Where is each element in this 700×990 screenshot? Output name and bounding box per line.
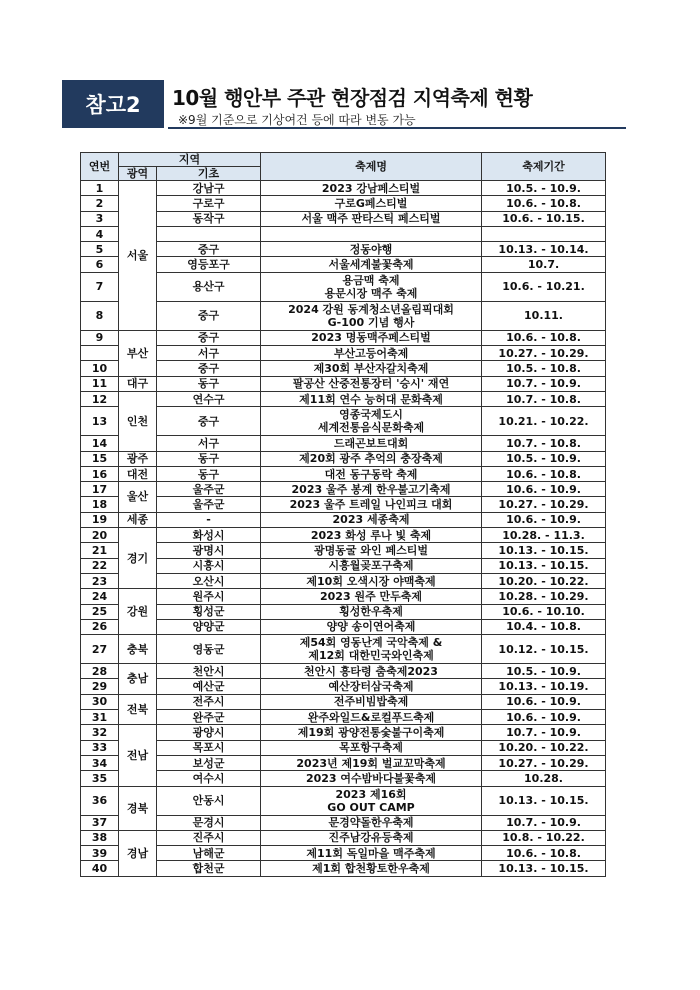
header-no: 연번: [81, 153, 119, 181]
festival-period: 10.6. - 10.9.: [482, 694, 606, 709]
festival-name: [261, 771, 482, 786]
festival-name-line: 2024 강원 동계청소년올림픽대회: [288, 302, 454, 316]
festival-name-line: 영종국제도시: [339, 408, 403, 422]
festival-period: 10.28. - 10.29.: [482, 589, 606, 604]
festival-period: 10.7.: [482, 257, 606, 272]
local-region: 중구: [157, 242, 261, 257]
row-number: 11: [81, 376, 119, 391]
header-period: 축제기간: [482, 153, 606, 181]
festival-name: [261, 466, 482, 481]
local-region: 양양군: [157, 619, 261, 634]
local-region: 원주시: [157, 589, 261, 604]
festival-name-line: 2023 세종축제: [332, 513, 410, 527]
festival-period: 10.12. - 10.15.: [482, 635, 606, 664]
metro-region: 대전: [119, 466, 157, 481]
row-number: 12: [81, 391, 119, 406]
festival-period: 10.13. - 10.15.: [482, 558, 606, 573]
festival-name: [261, 226, 482, 241]
local-region: 화성시: [157, 528, 261, 543]
festival-name-line: 양양 송이연어축제: [326, 620, 416, 634]
festival-period: 10.6. - 10.8.: [482, 330, 606, 345]
festival-name: [261, 815, 482, 830]
table-row: [81, 181, 606, 196]
festival-period: [482, 226, 606, 241]
festival-name-line: GO OUT CAMP: [327, 800, 415, 814]
local-region: 보성군: [157, 755, 261, 770]
festival-name-line: 서울세계불꽃축제: [328, 258, 414, 272]
local-region: 중구: [157, 407, 261, 436]
festival-name: [261, 755, 482, 770]
badge-text: 참고2: [85, 93, 141, 117]
festival-name-line: 구로G페스티벌: [334, 196, 408, 210]
festival-name-line: 완주와일드&로컬푸드축제: [307, 710, 435, 724]
festival-name: [261, 391, 482, 406]
festival-name-line: 2023 강남페스티벌: [321, 181, 421, 195]
festival-name: [261, 786, 482, 815]
festival-name: [261, 543, 482, 558]
row-number: 15: [81, 451, 119, 466]
metro-region: 광주: [119, 451, 157, 466]
festival-name-line: 제54회 영동난계 국악축제 &: [299, 636, 443, 650]
row-number: [81, 346, 119, 361]
row-number: 34: [81, 755, 119, 770]
row-number: 18: [81, 497, 119, 512]
row-number: 26: [81, 619, 119, 634]
festival-name: [261, 589, 482, 604]
festival-name: [261, 497, 482, 512]
festival-period: 10.7. - 10.8.: [482, 391, 606, 406]
festival-name: [261, 861, 482, 876]
festival-period: 10.6. - 10.8.: [482, 466, 606, 481]
title-underline: [168, 127, 626, 129]
local-region: 오산시: [157, 573, 261, 588]
festival-name: [261, 635, 482, 664]
festival-name-line: 2023 울주 트레일 나인피크 대회: [289, 498, 453, 512]
local-region: 안동시: [157, 786, 261, 815]
row-number: 24: [81, 589, 119, 604]
festival-period: 10.5. - 10.9.: [482, 451, 606, 466]
festival-name-line: 정동야행: [349, 242, 393, 256]
local-region: 강남구: [157, 181, 261, 196]
local-region: 문경시: [157, 815, 261, 830]
table-row: [81, 497, 606, 512]
row-number: 36: [81, 786, 119, 815]
row-number: 38: [81, 830, 119, 845]
metro-region: 부산: [119, 330, 157, 376]
table-row: [81, 211, 606, 226]
local-region: 천안시: [157, 664, 261, 679]
festival-period: 10.6. - 10.8.: [482, 846, 606, 861]
festival-table: [80, 152, 606, 877]
festival-name: [261, 376, 482, 391]
festival-name-line: 제12회 대한민국와인축제: [308, 649, 434, 663]
festival-name: [261, 558, 482, 573]
festival-name-line: 제30회 부산자갈치축제: [313, 362, 429, 376]
festival-period: 10.6. - 10.9.: [482, 482, 606, 497]
festival-period: 10.7. - 10.8.: [482, 436, 606, 451]
metro-region: 경남: [119, 830, 157, 876]
page-title: 10월 행안부 주관 현장점검 지역축제 현황: [172, 86, 533, 110]
festival-name: [261, 242, 482, 257]
festival-period: 10.7. - 10.9.: [482, 815, 606, 830]
local-region: 예산군: [157, 679, 261, 694]
table-row: [81, 786, 606, 815]
row-number: 4: [81, 226, 119, 241]
festival-name-line: 제19회 광양전통숯불구이축제: [297, 725, 445, 739]
table-row: [81, 466, 606, 481]
local-region: 울주군: [157, 482, 261, 497]
metro-region: 전남: [119, 725, 157, 786]
table-row: [81, 589, 606, 604]
table-row: [81, 226, 606, 241]
row-number: 33: [81, 740, 119, 755]
table-row: [81, 861, 606, 876]
festival-name: [261, 740, 482, 755]
header-local: 기초: [157, 167, 261, 181]
table-row: [81, 619, 606, 634]
festival-name: [261, 257, 482, 272]
row-number: 13: [81, 407, 119, 436]
table-row: [81, 436, 606, 451]
festival-name-line: 목포항구축제: [339, 741, 403, 755]
local-region: 울주군: [157, 497, 261, 512]
festival-period: 10.6. - 10.9.: [482, 512, 606, 527]
table-row: [81, 771, 606, 786]
row-number: 8: [81, 301, 119, 330]
local-region: -: [157, 512, 261, 527]
metro-region: 서울: [119, 181, 157, 331]
table-row: [81, 242, 606, 257]
festival-name: [261, 846, 482, 861]
festival-name: [261, 619, 482, 634]
local-region: 광명시: [157, 543, 261, 558]
festival-period: 10.6. - 10.21.: [482, 272, 606, 301]
festival-period: 10.13. - 10.14.: [482, 242, 606, 257]
local-region: 완주군: [157, 710, 261, 725]
festival-period: 10.4. - 10.8.: [482, 619, 606, 634]
festival-name-line: 횡성한우축제: [339, 605, 403, 619]
festival-name-line: 제10회 오색시장 야맥축제: [306, 574, 436, 588]
row-number: 5: [81, 242, 119, 257]
festival-name-line: 천안시 흥타령 춤축제2023: [304, 664, 438, 678]
festival-name-line: 문경약돌한우축제: [328, 816, 414, 830]
local-region: 영동군: [157, 635, 261, 664]
festival-name: [261, 482, 482, 497]
festival-name-line: 광명동굴 와인 페스티벌: [314, 543, 428, 557]
table-row: [81, 694, 606, 709]
festival-period: 10.28.: [482, 771, 606, 786]
festival-name: [261, 407, 482, 436]
table-row: [81, 830, 606, 845]
row-number: 14: [81, 436, 119, 451]
local-region: 용산구: [157, 272, 261, 301]
metro-region: 충북: [119, 635, 157, 664]
festival-name: [261, 725, 482, 740]
table-row: [81, 257, 606, 272]
metro-region: 충남: [119, 664, 157, 695]
table-row: [81, 604, 606, 619]
festival-name: [261, 196, 482, 211]
metro-region: 세종: [119, 512, 157, 527]
metro-region: 인천: [119, 391, 157, 451]
table-row: [81, 679, 606, 694]
festival-period: 10.5. - 10.9.: [482, 181, 606, 196]
festival-period: 10.6. - 10.8.: [482, 196, 606, 211]
local-region: 합천군: [157, 861, 261, 876]
festival-name: [261, 710, 482, 725]
header-region: 지역: [119, 153, 261, 167]
festival-name: [261, 528, 482, 543]
local-region: 동작구: [157, 211, 261, 226]
festival-period: 10.13. - 10.15.: [482, 861, 606, 876]
row-number: 6: [81, 257, 119, 272]
festival-period: 10.11.: [482, 301, 606, 330]
festival-name-line: 대전 동구동락 축제: [324, 467, 418, 481]
festival-name-line: 부산고등어축제: [333, 346, 409, 360]
festival-name-line: 서울 맥주 판타스틱 페스티벌: [301, 212, 441, 226]
metro-region: 경북: [119, 786, 157, 830]
festival-name-line: 팔공산 산중전통장터 '승시' 재연: [292, 377, 450, 391]
festival-name-line: 2023 제16회: [335, 787, 407, 801]
festival-name-line: 용문시장 맥주 축제: [324, 286, 418, 300]
table-row: [81, 512, 606, 527]
reference-badge: [62, 80, 164, 128]
festival-period: 10.13. - 10.15.: [482, 543, 606, 558]
row-number: 32: [81, 725, 119, 740]
row-number: 16: [81, 466, 119, 481]
festival-name: [261, 694, 482, 709]
metro-region: 울산: [119, 482, 157, 513]
festival-name-line: 2023 울주 봉계 한우불고기축제: [291, 482, 451, 496]
festival-period: 10.27. - 10.29.: [482, 497, 606, 512]
festival-name-line: 시흥월곶포구축제: [328, 559, 414, 573]
festival-name-line: 제11회 독일마을 맥주축제: [306, 846, 436, 860]
row-number: 10: [81, 361, 119, 376]
festival-period: 10.5. - 10.9.: [482, 664, 606, 679]
local-region: 동구: [157, 376, 261, 391]
local-region: 서구: [157, 436, 261, 451]
metro-region: 대구: [119, 376, 157, 391]
table-row: [81, 346, 606, 361]
table-row: [81, 543, 606, 558]
table-row: [81, 815, 606, 830]
table-row: [81, 391, 606, 406]
row-number: 31: [81, 710, 119, 725]
festival-period: 10.21. - 10.22.: [482, 407, 606, 436]
table-row: [81, 528, 606, 543]
festival-name-line: G-100 기념 행사: [327, 315, 415, 329]
table-row: [81, 558, 606, 573]
table-row: [81, 573, 606, 588]
row-number: 19: [81, 512, 119, 527]
festival-period: 10.7. - 10.9.: [482, 725, 606, 740]
festival-name-line: 제11회 연수 능허대 문화축제: [299, 392, 443, 406]
festival-name: [261, 181, 482, 196]
row-number: 28: [81, 664, 119, 679]
festival-name-line: 진주남강유등축제: [328, 831, 414, 845]
row-number: 20: [81, 528, 119, 543]
festival-name: [261, 451, 482, 466]
festival-name-line: 2023 여수밤바다불꽃축제: [305, 771, 437, 785]
table-body: [81, 181, 606, 877]
local-region: 연수구: [157, 391, 261, 406]
festival-name: [261, 573, 482, 588]
table-row: [81, 846, 606, 861]
local-region: 영등포구: [157, 257, 261, 272]
local-region: 중구: [157, 330, 261, 345]
local-region: 진주시: [157, 830, 261, 845]
table-row: [81, 330, 606, 345]
table-row: [81, 664, 606, 679]
festival-period: 10.8. - 10.22.: [482, 830, 606, 845]
festival-period: 10.13. - 10.15.: [482, 786, 606, 815]
page-subtitle: ※9월 기준으로 기상여건 등에 따라 변동 가능: [178, 113, 416, 127]
table-row: [81, 635, 606, 664]
table-row: [81, 755, 606, 770]
local-region: 중구: [157, 301, 261, 330]
row-number: 37: [81, 815, 119, 830]
table-row: [81, 301, 606, 330]
row-number: 29: [81, 679, 119, 694]
row-number: 7: [81, 272, 119, 301]
festival-name: [261, 604, 482, 619]
festival-name: [261, 330, 482, 345]
festival-period: 10.27. - 10.29.: [482, 346, 606, 361]
festival-name-line: 2023 화성 루나 빛 축제: [310, 528, 432, 542]
festival-period: 10.5. - 10.8.: [482, 361, 606, 376]
table-row: [81, 710, 606, 725]
local-region: 서구: [157, 346, 261, 361]
local-region: 동구: [157, 466, 261, 481]
row-number: 22: [81, 558, 119, 573]
row-number: 30: [81, 694, 119, 709]
festival-period: 10.13. - 10.19.: [482, 679, 606, 694]
row-number: 1: [81, 181, 119, 196]
festival-name: [261, 436, 482, 451]
festival-period: 10.28. - 11.3.: [482, 528, 606, 543]
festival-period: 10.6. - 10.9.: [482, 710, 606, 725]
festival-period: 10.20. - 10.22.: [482, 573, 606, 588]
festival-name-line: 2023 원주 만두축제: [320, 589, 423, 603]
local-region: 여수시: [157, 771, 261, 786]
festival-name: [261, 664, 482, 679]
festival-period: 10.7. - 10.9.: [482, 376, 606, 391]
row-number: 27: [81, 635, 119, 664]
festival-name: [261, 361, 482, 376]
festival-name-line: 2023 명동맥주페스티벌: [311, 331, 431, 345]
local-region: 동구: [157, 451, 261, 466]
festival-name: [261, 211, 482, 226]
row-number: 39: [81, 846, 119, 861]
local-region: 구로구: [157, 196, 261, 211]
table-row: [81, 407, 606, 436]
header-metro: 광역: [119, 167, 157, 181]
festival-name-line: 세계전통음식문화축제: [317, 421, 425, 435]
festival-name-line: 전주비빔밥축제: [333, 695, 409, 709]
row-number: 2: [81, 196, 119, 211]
festival-name-line: 용금맥 축제: [342, 273, 400, 287]
row-number: 17: [81, 482, 119, 497]
row-number: 9: [81, 330, 119, 345]
festival-name: [261, 272, 482, 301]
festival-name-line: 제20회 광주 추억의 충장축제: [299, 452, 443, 466]
row-number: 40: [81, 861, 119, 876]
local-region: 광양시: [157, 725, 261, 740]
table-row: [81, 272, 606, 301]
festival-name: [261, 830, 482, 845]
local-region: 남해군: [157, 846, 261, 861]
festival-name: [261, 346, 482, 361]
festival-period: 10.6. - 10.10.: [482, 604, 606, 619]
festival-period: 10.6. - 10.15.: [482, 211, 606, 226]
festival-name-line: 2023년 제19회 벌교꼬막축제: [296, 756, 446, 770]
table-row: [81, 451, 606, 466]
festival-period: 10.20. - 10.22.: [482, 740, 606, 755]
table-row: [81, 740, 606, 755]
festival-name: [261, 679, 482, 694]
local-region: [157, 226, 261, 241]
festival-name-line: 예산장터삼국축제: [328, 680, 414, 694]
header-festival: 축제명: [261, 153, 482, 181]
local-region: 중구: [157, 361, 261, 376]
row-number: 21: [81, 543, 119, 558]
local-region: 목포시: [157, 740, 261, 755]
row-number: 3: [81, 211, 119, 226]
local-region: 전주시: [157, 694, 261, 709]
table-row: [81, 361, 606, 376]
festival-name: [261, 512, 482, 527]
table-row: [81, 196, 606, 211]
festival-period: 10.27. - 10.29.: [482, 755, 606, 770]
metro-region: 경기: [119, 528, 157, 589]
festival-name: [261, 301, 482, 330]
local-region: 횡성군: [157, 604, 261, 619]
festival-name-line: 제1회 합천황토한우축제: [312, 862, 430, 876]
table-row: [81, 725, 606, 740]
row-number: 23: [81, 573, 119, 588]
row-number: 25: [81, 604, 119, 619]
festival-name-line: 드래곤보트대회: [333, 436, 409, 450]
metro-region: 전북: [119, 694, 157, 725]
row-number: 35: [81, 771, 119, 786]
metro-region: 강원: [119, 589, 157, 635]
table-row: [81, 376, 606, 391]
local-region: 시흥시: [157, 558, 261, 573]
table-row: [81, 482, 606, 497]
